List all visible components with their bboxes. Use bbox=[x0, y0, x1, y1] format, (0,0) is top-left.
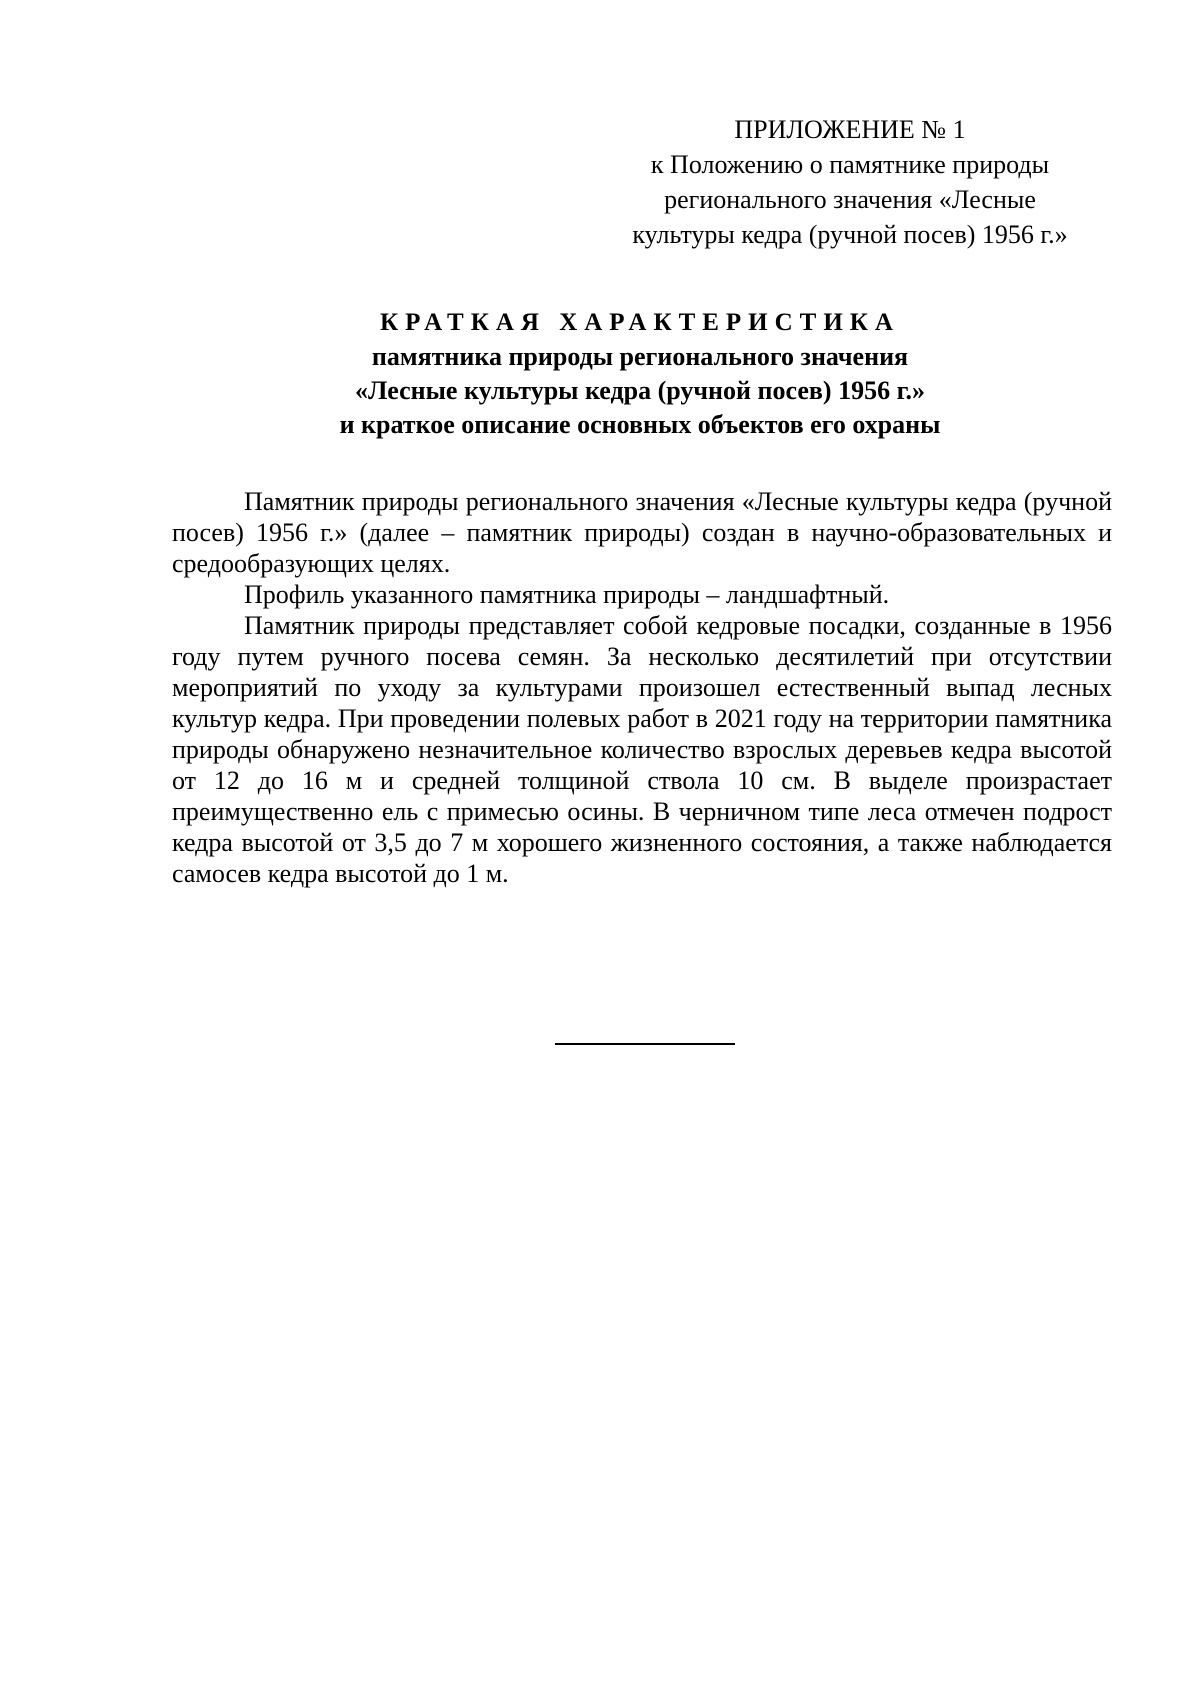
body-paragraph-purpose: Памятник природы регионального значения «Лесные культуры кедра (ручной посев) 1956 г.» (далее – памятник природы) создан в научно-образовательных и средообразующих целях. bbox=[172, 487, 1112, 578]
title-line-1: памятника природы регионального значения bbox=[371, 342, 909, 371]
appendix-line-significance: регионального значения «Лесные bbox=[664, 185, 1036, 214]
title-line-3: и краткое описание основных объектов его охраны bbox=[339, 410, 941, 439]
title-line-2: «Лесные культуры кедра (ручной посев) 1956 г.» bbox=[355, 376, 925, 405]
document-body bbox=[172, 486, 1112, 889]
appendix-line-number: ПРИЛОЖЕНИЕ № 1 bbox=[734, 115, 966, 144]
appendix-line-reference: к Положению о памятнике природы bbox=[650, 150, 1050, 179]
title-heading: КРАТКАЯ ХАРАКТЕРИСТИКА bbox=[379, 309, 900, 336]
appendix-header bbox=[600, 112, 1100, 252]
document-title bbox=[170, 306, 1110, 442]
body-paragraph-description: Памятник природы представляет собой кедровые посадки, созданные в 1956 году путем ручного посева семян. За несколько десятилетий при отсутствии мероприятий по уходу за культурами произошел естественный выпад лесных культур кедра. При проведении полевых работ в 2021 году на территории памятника природы обнаружено незначительное количество взрослых деревьев кедра высотой от 12 до 16 м и средней толщиной ствола 10 см. В выделе произрастает преимущественно ель с примесью осины. В черничном типе леса отмечен подрост кедра высотой от 3,5 до 7 м хорошего жизненного состояния, а также наблюдается самосев кедра высотой до 1 м. bbox=[172, 611, 1112, 888]
body-paragraph-profile: Профиль указанного памятника природы – ландшафтный. bbox=[244, 580, 890, 609]
appendix-line-object-name: культуры кедра (ручной посев) 1956 г.» bbox=[632, 220, 1068, 249]
closing-divider bbox=[555, 1043, 735, 1045]
